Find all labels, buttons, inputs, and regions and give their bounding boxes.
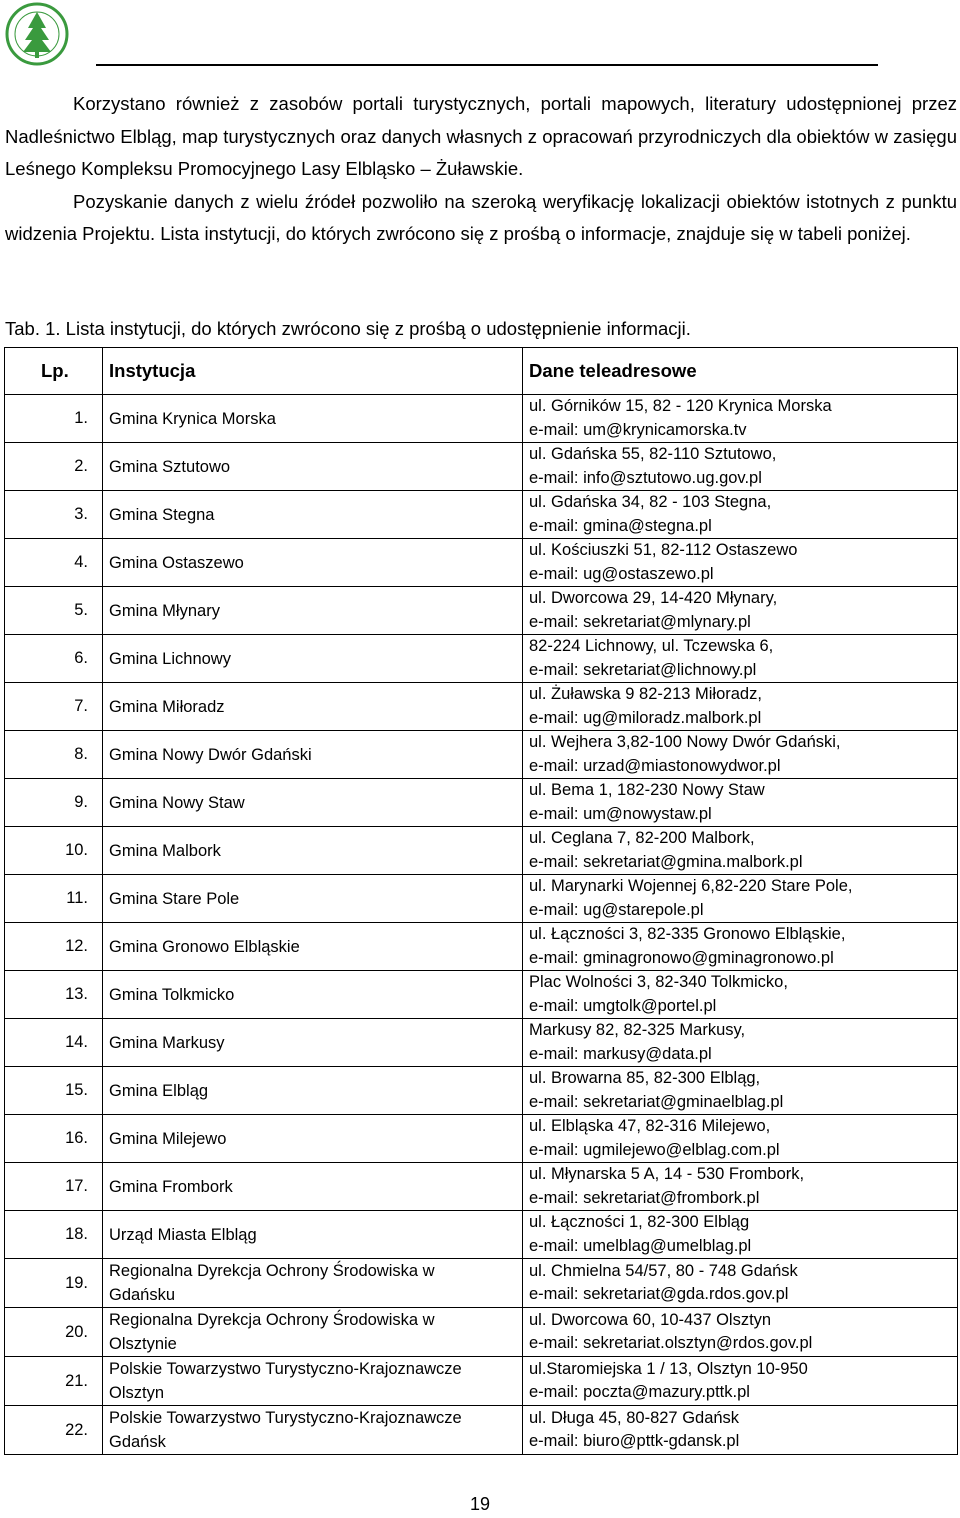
table-caption: Tab. 1. Lista instytucji, do których zwrócono się z prośbą o udostępnienie informacji. (5, 318, 691, 339)
institution-name (103, 1019, 523, 1067)
table-row (5, 1211, 958, 1259)
institution-name-line-1: Gmina Malbork (109, 841, 221, 860)
institution-name-line-1: Gmina Miłoradz (109, 697, 225, 716)
contact-email: e-mail: um@krynicamorska.tv (529, 420, 747, 439)
row-number: 19. (5, 1259, 103, 1308)
institution-name-line-1: Gmina Milejewo (109, 1129, 227, 1148)
contact-details (523, 395, 958, 443)
institution-name (103, 1115, 523, 1163)
contact-details (523, 443, 958, 491)
contact-address: ul. Żuławska 9 82-213 Miłoradz, (529, 685, 762, 703)
institution-name-line-1: Urząd Miasta Elbląg (109, 1225, 257, 1244)
table-row (5, 731, 958, 779)
table-row (5, 587, 958, 635)
institution-name (103, 683, 523, 731)
table-row (5, 683, 958, 731)
contact-details (523, 1019, 958, 1067)
contact-email: e-mail: gminagronowo@gminagronowo.pl (529, 948, 834, 967)
contact-details (523, 683, 958, 731)
contact-address: ul. Górników 15, 82 - 120 Krynica Morska (529, 397, 832, 415)
row-number: 15. (5, 1067, 103, 1115)
institution-name (103, 635, 523, 683)
institution-name-line-1: Gmina Nowy Staw (109, 793, 245, 812)
contact-address: ul. Kościuszki 51, 82-112 Ostaszewo (529, 541, 798, 559)
row-number: 1. (5, 395, 103, 443)
institution-name-line-1: Gmina Tolkmicko (109, 985, 235, 1004)
row-number: 6. (5, 635, 103, 683)
contact-email: e-mail: sekretariat.olsztyn@rdos.gov.pl (529, 1334, 813, 1352)
contact-details (523, 539, 958, 587)
contact-address: ul. Chmielna 54/57, 80 - 748 Gdańsk (529, 1261, 798, 1280)
contact-details (523, 1406, 958, 1455)
contact-details (523, 779, 958, 827)
institution-name-line-1: Gmina Gronowo Elbląskie (109, 937, 300, 956)
institution-name-line-1: Gmina Markusy (109, 1033, 225, 1052)
contact-details (523, 731, 958, 779)
contact-email: e-mail: sekretariat@lichnowy.pl (529, 660, 757, 679)
contact-address: ul. Dworcowa 29, 14-420 Młynary, (529, 589, 778, 607)
contact-address: ul. Marynarki Wojennej 6,82-220 Stare Pole, (529, 877, 853, 895)
institution-name-line-1: Regionalna Dyrekcja Ochrony Środowiska w (109, 1262, 435, 1280)
institution-name (103, 1259, 523, 1308)
row-number: 7. (5, 683, 103, 731)
contact-details (523, 491, 958, 539)
contact-details (523, 923, 958, 971)
contact-email: e-mail: umelblag@umelblag.pl (529, 1236, 752, 1255)
contact-details (523, 971, 958, 1019)
institution-name (103, 443, 523, 491)
table-row (5, 779, 958, 827)
table-row (5, 395, 958, 443)
table-row (5, 827, 958, 875)
table-header-row (5, 348, 958, 395)
header-contact: Dane teleadresowe (523, 348, 958, 395)
table-row (5, 491, 958, 539)
institution-name (103, 1163, 523, 1211)
row-number: 13. (5, 971, 103, 1019)
contact-details (523, 827, 958, 875)
contact-address: ul. Elbląska 47, 82-316 Milejewo, (529, 1117, 771, 1135)
contact-email: e-mail: info@sztutowo.ug.gov.pl (529, 468, 762, 487)
table-row (5, 1308, 958, 1357)
header-institution: Instytucja (103, 348, 523, 395)
institution-name-line-1: Gmina Młynary (109, 601, 220, 620)
contact-address: ul. Łączności 1, 82-300 Elbląg (529, 1213, 750, 1231)
contact-email: e-mail: ug@miloradz.malbork.pl (529, 708, 762, 727)
contact-address: ul. Browarna 85, 82-300 Elbląg, (529, 1069, 761, 1087)
contact-details (523, 1163, 958, 1211)
institution-name (103, 491, 523, 539)
contact-email: e-mail: ug@ostaszewo.pl (529, 564, 714, 583)
contact-email: e-mail: ug@starepole.pl (529, 900, 704, 919)
row-number: 3. (5, 491, 103, 539)
institution-name-line-1: Gmina Krynica Morska (109, 409, 276, 428)
row-number: 9. (5, 779, 103, 827)
institution-name-line-2: Gdańsk (109, 1433, 166, 1451)
row-number: 17. (5, 1163, 103, 1211)
row-number: 16. (5, 1115, 103, 1163)
contact-email: e-mail: urzad@miastonowydwor.pl (529, 756, 781, 775)
institution-name-line-1: Gmina Frombork (109, 1177, 233, 1196)
contact-details (523, 1308, 958, 1357)
contact-email: e-mail: poczta@mazury.pttk.pl (529, 1383, 750, 1401)
contact-address: ul. Ceglana 7, 82-200 Malbork, (529, 829, 755, 847)
contact-details (523, 635, 958, 683)
institution-name-line-1: Regionalna Dyrekcja Ochrony Środowiska w (109, 1311, 435, 1329)
table-row (5, 1163, 958, 1211)
institution-name-line-1: Gmina Stegna (109, 505, 215, 524)
header-rule (96, 64, 878, 66)
institution-name (103, 731, 523, 779)
table-row (5, 1115, 958, 1163)
contact-address: ul. Wejhera 3,82-100 Nowy Dwór Gdański, (529, 733, 841, 751)
institution-name (103, 923, 523, 971)
contact-email: e-mail: gmina@stegna.pl (529, 516, 712, 535)
contact-address: ul. Łączności 3, 82-335 Gronowo Elbląskie, (529, 925, 846, 943)
contact-address: ul. Bema 1, 182-230 Nowy Staw (529, 781, 765, 799)
institution-name (103, 1406, 523, 1455)
contact-email: e-mail: um@nowystaw.pl (529, 804, 712, 823)
table-row (5, 1406, 958, 1455)
contact-details (523, 875, 958, 923)
contact-address: Markusy 82, 82-325 Markusy, (529, 1021, 746, 1039)
table-row (5, 443, 958, 491)
institution-name-line-1: Gmina Lichnowy (109, 649, 231, 668)
institution-name-line-2: Gdańsku (109, 1286, 176, 1304)
institutions-table (4, 347, 958, 1455)
institution-name (103, 1211, 523, 1259)
institution-name-line-1: Polskie Towarzystwo Turystyczno-Krajoznawcze (109, 1360, 462, 1378)
contact-details (523, 1259, 958, 1308)
contact-address: ul.Staromiejska 1 / 13, Olsztyn 10-950 (529, 1359, 808, 1378)
contact-email: e-mail: sekretariat@gmina.malbork.pl (529, 852, 803, 871)
institution-name (103, 1067, 523, 1115)
row-number: 11. (5, 875, 103, 923)
institution-name (103, 1308, 523, 1357)
contact-details (523, 1211, 958, 1259)
institution-name-line-1: Gmina Sztutowo (109, 457, 231, 476)
table-row (5, 1019, 958, 1067)
contact-email: e-mail: markusy@data.pl (529, 1044, 712, 1063)
table-row (5, 1357, 958, 1406)
contact-details (523, 1115, 958, 1163)
row-number: 4. (5, 539, 103, 587)
contact-address: ul. Długa 45, 80-827 Gdańsk (529, 1408, 740, 1427)
contact-address: 82-224 Lichnowy, ul. Tczewska 6, (529, 637, 774, 655)
institution-name (103, 971, 523, 1019)
row-number: 21. (5, 1357, 103, 1406)
institution-name (103, 1357, 523, 1406)
institution-name-line-1: Gmina Stare Pole (109, 889, 240, 908)
contact-details (523, 1067, 958, 1115)
institution-name (103, 395, 523, 443)
page-number: 19 (469, 1494, 491, 1514)
row-number: 10. (5, 827, 103, 875)
forest-logo-icon (4, 2, 70, 66)
table-row (5, 635, 958, 683)
contact-address: ul. Młynarska 5 A, 14 - 530 Frombork, (529, 1165, 805, 1183)
row-number: 12. (5, 923, 103, 971)
institution-name (103, 539, 523, 587)
row-number: 8. (5, 731, 103, 779)
intro-paragraph-2: Pozyskanie danych z wielu źródeł pozwoliło na szeroką weryfikację lokalizacji obiektów istotnych z punktu widzenia Projektu. Lista instytucji, do których zwrócono się z prośbą o informacje, znajduje się w tabeli poniżej. (5, 190, 957, 244)
institution-name-line-2: Olsztynie (109, 1335, 177, 1353)
contact-email: e-mail: sekretariat@frombork.pl (529, 1188, 760, 1207)
institution-name (103, 779, 523, 827)
contact-details (523, 587, 958, 635)
contact-email: e-mail: umgtolk@portel.pl (529, 996, 717, 1015)
institution-name-line-1: Gmina Ostaszewo (109, 553, 244, 572)
table-row (5, 1259, 958, 1308)
contact-address: ul. Gdańska 55, 82-110 Sztutowo, (529, 445, 777, 463)
row-number: 5. (5, 587, 103, 635)
contact-address: ul. Gdańska 34, 82 - 103 Stegna, (529, 493, 772, 511)
contact-details (523, 1357, 958, 1406)
table-row (5, 971, 958, 1019)
table-row (5, 539, 958, 587)
row-number: 22. (5, 1406, 103, 1455)
institution-name-line-1: Gmina Elbląg (109, 1081, 209, 1100)
table-row (5, 923, 958, 971)
institution-name-line-1: Gmina Nowy Dwór Gdański (109, 745, 312, 764)
institution-name-line-1: Polskie Towarzystwo Turystyczno-Krajoznawcze (109, 1409, 462, 1427)
row-number: 2. (5, 443, 103, 491)
contact-email: e-mail: sekretariat@gminaelblag.pl (529, 1092, 784, 1111)
contact-address: Plac Wolności 3, 82-340 Tolkmicko, (529, 973, 788, 991)
contact-address: ul. Dworcowa 60, 10-437 Olsztyn (529, 1310, 772, 1329)
intro-paragraph-1: Korzystano również z zasobów portali turystycznych, portali mapowych, literatury udostępnionej przez Nadleśnictwo Elbląg, map turystycznych oraz danych własnych z opracowań przyrodniczych dla obiektów w zasięgu Leśnego Kompleksu Promocyjnego Lasy Elbląsko – Żuławskie. (5, 93, 957, 179)
table-row (5, 1067, 958, 1115)
contact-email: e-mail: ugmilejewo@elblag.com.pl (529, 1140, 780, 1159)
row-number: 14. (5, 1019, 103, 1067)
contact-email: e-mail: biuro@pttk-gdansk.pl (529, 1432, 740, 1450)
institution-name (103, 587, 523, 635)
institution-name-line-2: Olsztyn (109, 1384, 165, 1402)
header-lp: Lp. (5, 348, 103, 395)
institution-name (103, 827, 523, 875)
intro-text (5, 88, 957, 251)
institution-name (103, 875, 523, 923)
contact-email: e-mail: sekretariat@gda.rdos.gov.pl (529, 1285, 789, 1303)
row-number: 18. (5, 1211, 103, 1259)
contact-email: e-mail: sekretariat@mlynary.pl (529, 612, 751, 631)
row-number: 20. (5, 1308, 103, 1357)
table-row (5, 875, 958, 923)
